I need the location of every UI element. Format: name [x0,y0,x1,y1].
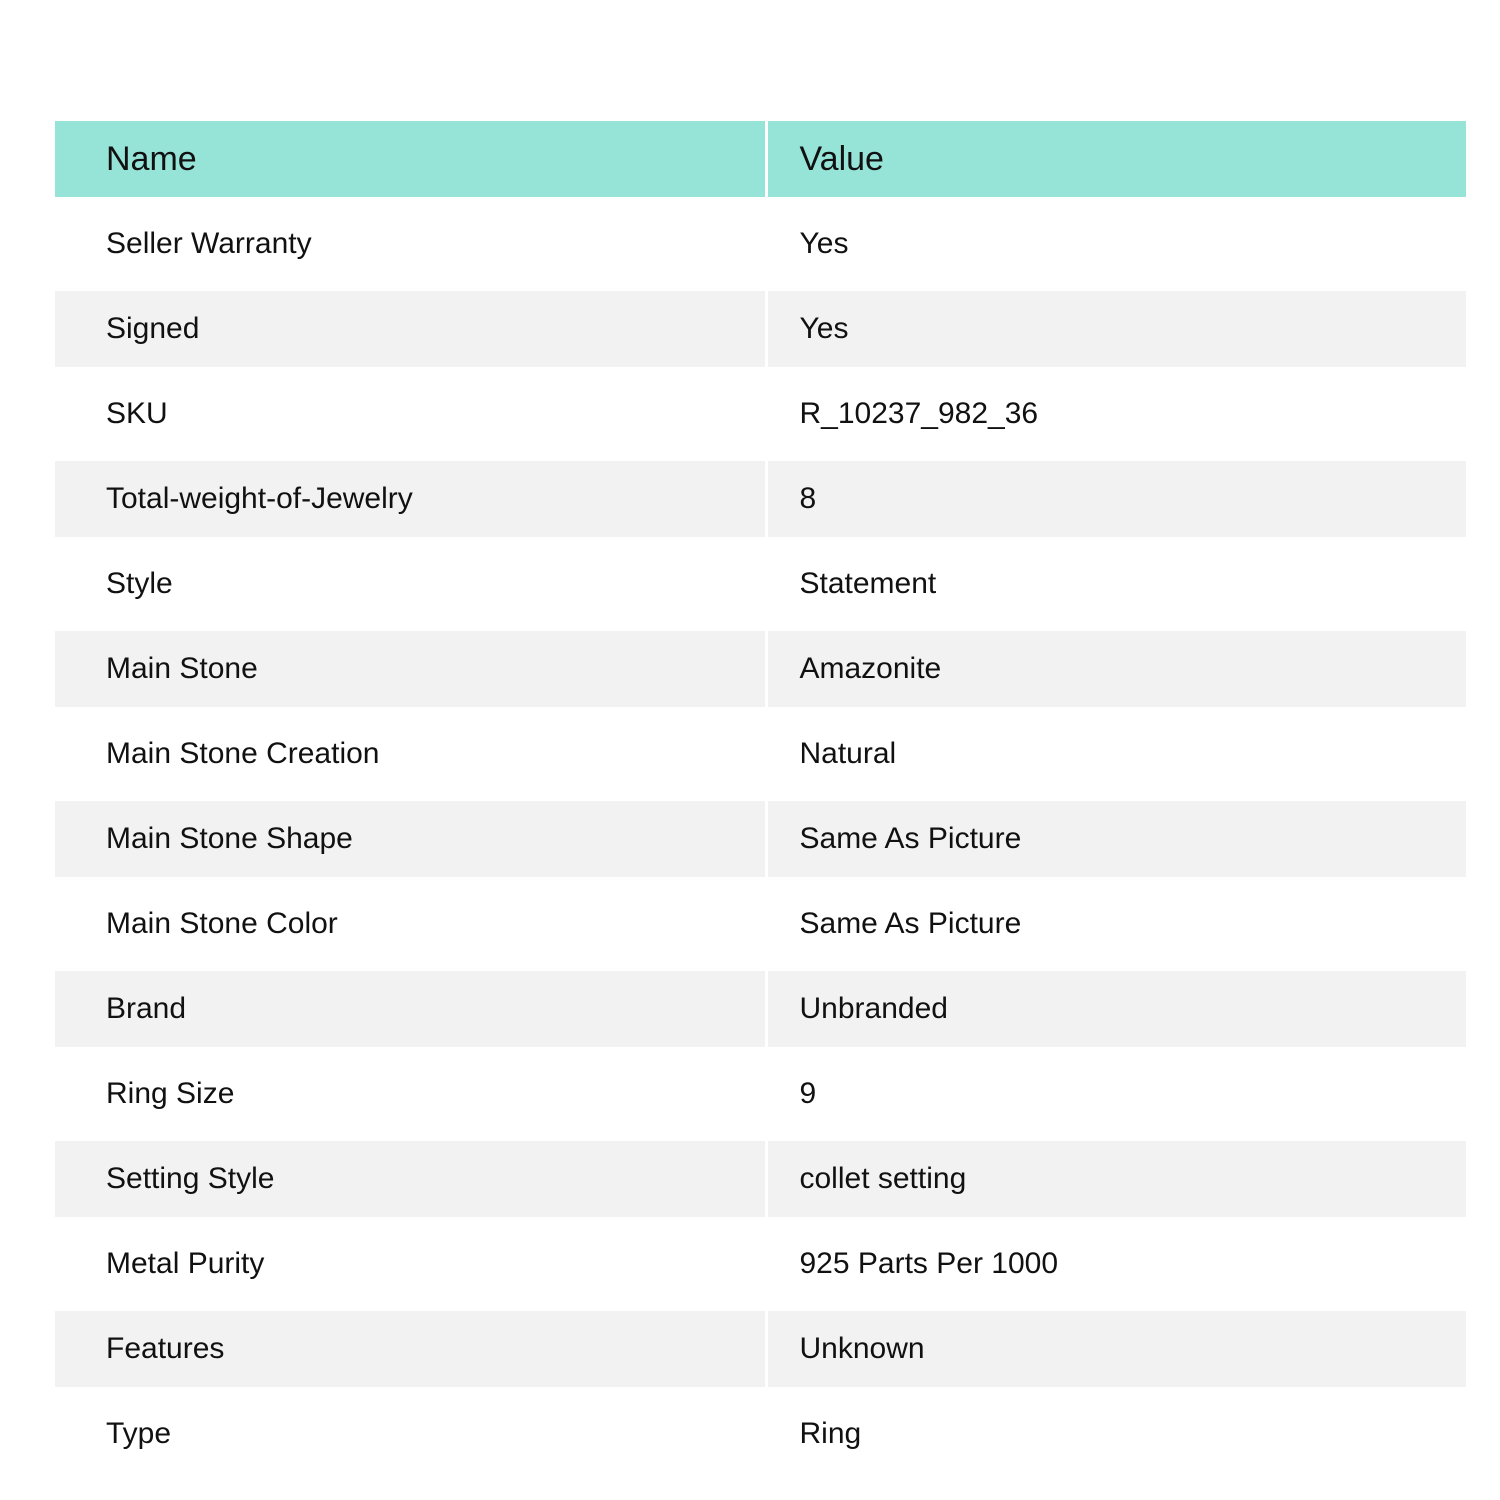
row-name-cell: Main Stone Color [55,877,766,971]
row-value-cell: Statement [766,537,1466,631]
row-value-cell: Unbranded [766,971,1466,1047]
row-name-cell: Ring Size [55,1047,766,1141]
table-body [55,197,1466,1481]
row-name-cell: Metal Purity [55,1217,766,1311]
row-value-cell: 9 [766,1047,1466,1141]
row-name-cell: Signed [55,291,766,367]
table-row [55,877,1466,971]
table-row [55,971,1466,1047]
row-name-cell: Features [55,1311,766,1387]
row-name-cell: Type [55,1387,766,1481]
table-row [55,1217,1466,1311]
table-header [55,121,1466,197]
table-row [55,1311,1466,1387]
row-value-cell: Natural [766,707,1466,801]
row-value-cell: R_10237_982_36 [766,367,1466,461]
table-row [55,707,1466,801]
row-value-cell: Same As Picture [766,801,1466,877]
table-row [55,537,1466,631]
row-name-cell: Total-weight-of-Jewelry [55,461,766,537]
header-row [55,121,1466,197]
table-row [55,1047,1466,1141]
row-name-cell: Style [55,537,766,631]
row-value-cell: Unknown [766,1311,1466,1387]
row-value-cell: collet setting [766,1141,1466,1217]
table-row [55,461,1466,537]
table-row [55,367,1466,461]
column-header-name: Name [55,121,766,197]
row-name-cell: SKU [55,367,766,461]
row-value-cell: Same As Picture [766,877,1466,971]
row-value-cell: Amazonite [766,631,1466,707]
row-name-cell: Seller Warranty [55,197,766,291]
row-name-cell: Main Stone Creation [55,707,766,801]
row-name-cell: Main Stone Shape [55,801,766,877]
row-value-cell: 8 [766,461,1466,537]
row-name-cell: Setting Style [55,1141,766,1217]
table-row [55,1141,1466,1217]
item-specifics-table [55,121,1466,1481]
row-value-cell: 925 Parts Per 1000 [766,1217,1466,1311]
table-row [55,197,1466,291]
row-value-cell: Yes [766,197,1466,291]
table-row [55,291,1466,367]
row-value-cell: Yes [766,291,1466,367]
table-row [55,1387,1466,1481]
row-name-cell: Main Stone [55,631,766,707]
row-value-cell: Ring [766,1387,1466,1481]
table-row [55,631,1466,707]
row-name-cell: Brand [55,971,766,1047]
spec-table-container [55,121,1466,1481]
table-row [55,801,1466,877]
column-header-value: Value [766,121,1466,197]
